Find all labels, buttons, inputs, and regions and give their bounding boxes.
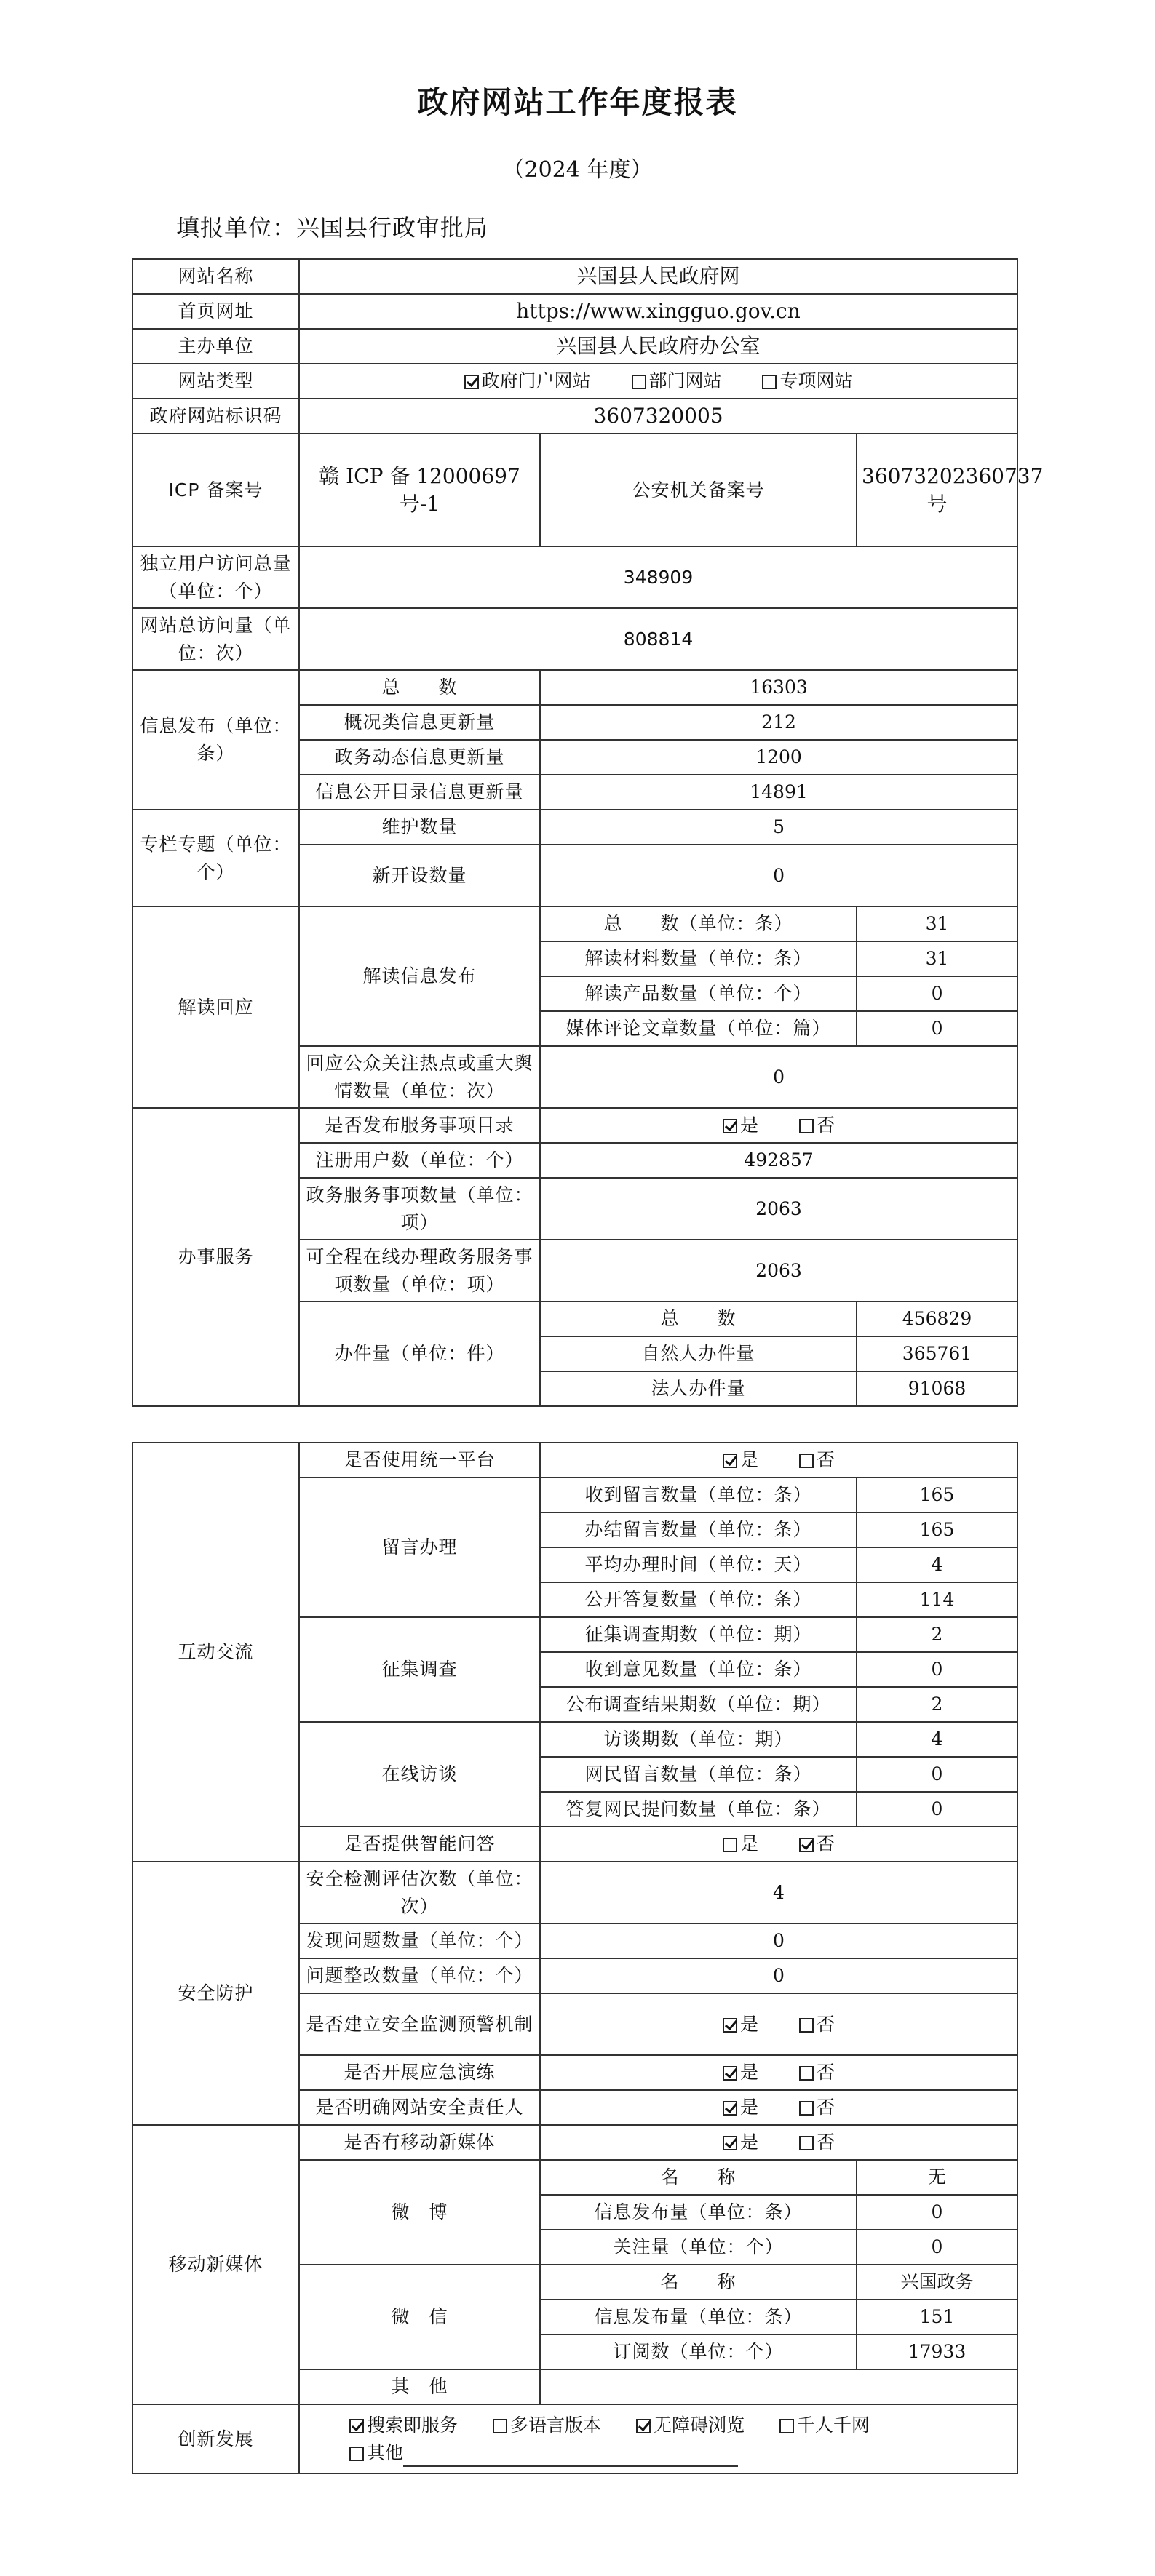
label-jd-prod: 解读产品数量（单位：个） [540,976,857,1011]
label-site-type: 网站类型 [132,364,299,399]
label-jd-media: 媒体评论文章数量（单位：篇） [540,1011,857,1046]
value-pv: 808814 [299,608,1017,670]
ai-options [540,1827,1017,1862]
option-yes[interactable]: 是 [723,1446,758,1474]
label-sec: 安全防护 [132,1862,299,2125]
checkbox-icon[interactable] [779,2419,794,2433]
label-wechat-name: 名 称 [540,2265,857,2300]
value-weibo-name: 无 [857,2160,1017,2195]
label-msg-recv: 收到留言数量（单位：条） [540,1478,857,1512]
checkbox-icon[interactable] [799,2066,814,2081]
other-blank-line[interactable] [403,2448,738,2467]
value-wechat-subs: 17933 [857,2334,1017,2369]
value-sv-result: 2 [857,1687,1017,1722]
sec-monitor-options [540,1993,1017,2055]
label-iv-ans: 答复网民提问数量（单位：条） [540,1792,857,1827]
sec-drill-options [540,2055,1017,2090]
value-iv-n: 4 [857,1722,1017,1757]
value-jd-prod: 0 [857,976,1017,1011]
value-online: 2063 [540,1240,1017,1301]
label-weibo-posts: 信息发布量（单位：条） [540,2195,857,2230]
label-vol-person: 自然人办件量 [540,1336,857,1371]
label-interview: 在线访谈 [299,1722,540,1827]
label-wechat: 微 信 [299,2265,540,2369]
checkbox-icon[interactable] [762,375,777,389]
checked-box-icon[interactable] [723,2018,737,2033]
option-no[interactable]: 否 [799,2059,835,2086]
option-no[interactable]: 否 [799,2094,835,2121]
value-sec-fixed: 0 [540,1958,1017,1993]
platform-options [540,1443,1017,1478]
label-vol-total: 总 数 [540,1301,857,1336]
reporting-unit: 填报单位：兴国县行政审批局 [176,214,489,242]
label-hot: 回应公众关注热点或重大舆情数量（单位：次） [299,1046,540,1108]
option-yes[interactable]: 是 [723,2094,758,2121]
value-homepage[interactable]: https://www.xingguo.gov.cn [299,294,1017,329]
label-jd-total: 总 数（单位：条） [540,906,857,941]
label-jd: 解读回应 [132,906,299,1108]
label-weibo: 微 博 [299,2160,540,2265]
label-mm: 移动新媒体 [132,2125,299,2404]
label-sec-check: 安全检测评估次数（单位：次） [299,1862,540,1923]
checked-box-icon[interactable] [723,2101,737,2116]
option-portal[interactable]: 政府门户网站 [464,367,591,395]
value-site-name: 兴国县人民政府网 [299,259,1017,294]
checked-box-icon[interactable] [349,2419,364,2433]
value-gk: 212 [540,705,1017,740]
option-personal[interactable]: 千人千网 [779,2412,870,2439]
option-no[interactable]: 否 [799,1446,835,1474]
label-hd: 互动交流 [132,1443,299,1862]
checkbox-icon[interactable] [799,2018,814,2033]
label-sec-found: 发现问题数量（单位：个） [299,1923,540,1958]
option-multilang[interactable]: 多语言版本 [493,2412,601,2439]
option-yes[interactable]: 是 [723,1112,758,1139]
label-police: 公安机关备案号 [540,434,857,546]
value-site-code: 3607320005 [299,399,1017,434]
value-hot: 0 [540,1046,1017,1108]
label-bs: 办事服务 [132,1108,299,1406]
value-sv-opinion: 0 [857,1652,1017,1687]
label-sec-drill: 是否开展应急演练 [299,2055,540,2090]
option-no[interactable]: 否 [799,1830,835,1858]
label-jd-mat: 解读材料数量（单位：条） [540,941,857,976]
option-search[interactable]: 搜索即服务 [349,2412,458,2439]
label-sec-monitor: 是否建立安全监测预警机制 [299,1993,540,2055]
label-site-code: 政府网站标识码 [132,399,299,434]
option-dept[interactable]: 部门网站 [632,367,722,395]
checkbox-icon[interactable] [723,1838,737,1852]
value-wechat-posts: 151 [857,2300,1017,2334]
label-host: 主办单位 [132,329,299,364]
checked-box-icon[interactable] [723,2136,737,2150]
report-year: （2024 年度） [502,157,653,183]
label-info-total: 总 数 [299,670,540,705]
value-newcol: 0 [540,845,1017,906]
checkbox-icon[interactable] [493,2419,507,2433]
label-maintain: 维护数量 [299,810,540,845]
label-sv-opinion: 收到意见数量（单位：条） [540,1652,857,1687]
option-other[interactable]: 其他 [349,2439,738,2467]
label-sv-result: 公布调查结果期数（单位：期） [540,1687,857,1722]
option-yes[interactable]: 是 [723,1830,758,1858]
value-maintain: 5 [540,810,1017,845]
checked-box-icon[interactable] [799,1838,814,1852]
label-xxgk: 信息公开目录信息更新量 [299,775,540,810]
option-no[interactable]: 否 [799,2011,835,2038]
value-jd-total: 31 [857,906,1017,941]
value-zw: 1200 [540,740,1017,775]
site-type-options [299,364,1017,399]
label-survey: 征集调查 [299,1617,540,1722]
value-msg-done: 165 [857,1512,1017,1547]
value-wechat-name: 兴国政务 [857,2265,1017,2300]
value-msg-pub: 114 [857,1582,1017,1617]
value-icp: 赣 ICP 备 12000697 号-1 [299,434,540,546]
value-vol-total: 456829 [857,1301,1017,1336]
value-sv-n: 2 [857,1617,1017,1652]
label-msg: 留言办理 [299,1478,540,1617]
label-homepage: 首页网址 [132,294,299,329]
value-weibo-follow: 0 [857,2230,1017,2265]
label-weibo-follow: 关注量（单位：个） [540,2230,857,2265]
report-table-part-2 [132,1442,1018,2474]
label-items: 政务服务事项数量（单位：项） [299,1178,540,1240]
checkbox-icon[interactable] [799,2136,814,2150]
checkbox-icon[interactable] [799,1454,814,1468]
label-wechat-posts: 信息发布量（单位：条） [540,2300,857,2334]
value-vol-person: 365761 [857,1336,1017,1371]
option-yes[interactable]: 是 [723,2059,758,2086]
label-newcol: 新开设数量 [299,845,540,906]
value-users: 492857 [540,1143,1017,1178]
value-msg-time: 4 [857,1547,1017,1582]
value-jd-mat: 31 [857,941,1017,976]
value-sec-found: 0 [540,1923,1017,1958]
label-pv: 网站总访问量（单位：次） [132,608,299,670]
checked-box-icon[interactable] [723,1454,737,1468]
label-sec-owner: 是否明确网站安全责任人 [299,2090,540,2125]
label-icp: ICP 备案号 [132,434,299,546]
label-mm-has: 是否有移动新媒体 [299,2125,540,2160]
value-msg-recv: 165 [857,1478,1017,1512]
option-no[interactable]: 否 [799,2129,835,2156]
value-iv-msg: 0 [857,1757,1017,1792]
label-site-name: 网站名称 [132,259,299,294]
label-jdfb: 解读信息发布 [299,906,540,1046]
label-ai: 是否提供智能问答 [299,1827,540,1862]
label-iv-msg: 网民留言数量（单位：条） [540,1757,857,1792]
checkbox-icon[interactable] [799,2101,814,2116]
label-msg-pub: 公开答复数量（单位：条） [540,1582,857,1617]
value-host: 兴国县人民政府办公室 [299,329,1017,364]
label-other: 其 他 [299,2369,540,2404]
label-iv-n: 访谈期数（单位：期） [540,1722,857,1757]
value-iv-ans: 0 [857,1792,1017,1827]
catalog-options [540,1108,1017,1143]
label-catalog: 是否发布服务事项目录 [299,1108,540,1143]
value-xxgk: 14891 [540,775,1017,810]
checkbox-icon[interactable] [799,1119,814,1133]
label-msg-time: 平均办理时间（单位：天） [540,1547,857,1582]
innov-options [299,2404,1017,2473]
option-yes[interactable]: 是 [723,2011,758,2038]
option-topic[interactable]: 专项网站 [762,367,852,395]
report-table-part-1 [132,258,1044,1407]
label-innov: 创新发展 [132,2404,299,2473]
label-vol-legal: 法人办件量 [540,1371,857,1406]
label-online: 可全程在线办理政务服务事项数量（单位：项） [299,1240,540,1301]
label-uv: 独立用户访问总量（单位：个） [132,546,299,608]
value-other [540,2369,1017,2404]
label-volume: 办件量（单位：件） [299,1301,540,1406]
value-vol-legal: 91068 [857,1371,1017,1406]
option-no[interactable]: 否 [799,1112,835,1139]
checkbox-icon[interactable] [349,2447,364,2461]
value-items: 2063 [540,1178,1017,1240]
option-access[interactable]: 无障碍浏览 [636,2412,745,2439]
label-platform: 是否使用统一平台 [299,1443,540,1478]
option-yes[interactable]: 是 [723,2129,758,2156]
checked-box-icon[interactable] [723,2066,737,2081]
mm-has-options [540,2125,1017,2160]
label-sv-n: 征集调查期数（单位：期） [540,1617,857,1652]
label-info: 信息发布（单位：条） [132,670,299,810]
checked-box-icon[interactable] [723,1119,737,1133]
label-weibo-name: 名 称 [540,2160,857,2195]
label-wechat-subs: 订阅数（单位：个） [540,2334,857,2369]
label-msg-done: 办结留言数量（单位：条） [540,1512,857,1547]
value-uv: 348909 [299,546,1017,608]
checked-box-icon[interactable] [636,2419,651,2433]
report-title: 政府网站工作年度报表 [417,84,738,120]
value-sec-check: 4 [540,1862,1017,1923]
value-info-total: 16303 [540,670,1017,705]
value-police: 36073202360737 号 [857,434,1017,546]
value-jd-media: 0 [857,1011,1017,1046]
label-users: 注册用户数（单位：个） [299,1143,540,1178]
checked-box-icon[interactable] [464,375,479,389]
checkbox-icon[interactable] [632,375,646,389]
value-weibo-posts: 0 [857,2195,1017,2230]
label-special: 专栏专题（单位：个） [132,810,299,906]
label-gk: 概况类信息更新量 [299,705,540,740]
label-zw: 政务动态信息更新量 [299,740,540,775]
label-sec-fixed: 问题整改数量（单位：个） [299,1958,540,1993]
sec-owner-options [540,2090,1017,2125]
